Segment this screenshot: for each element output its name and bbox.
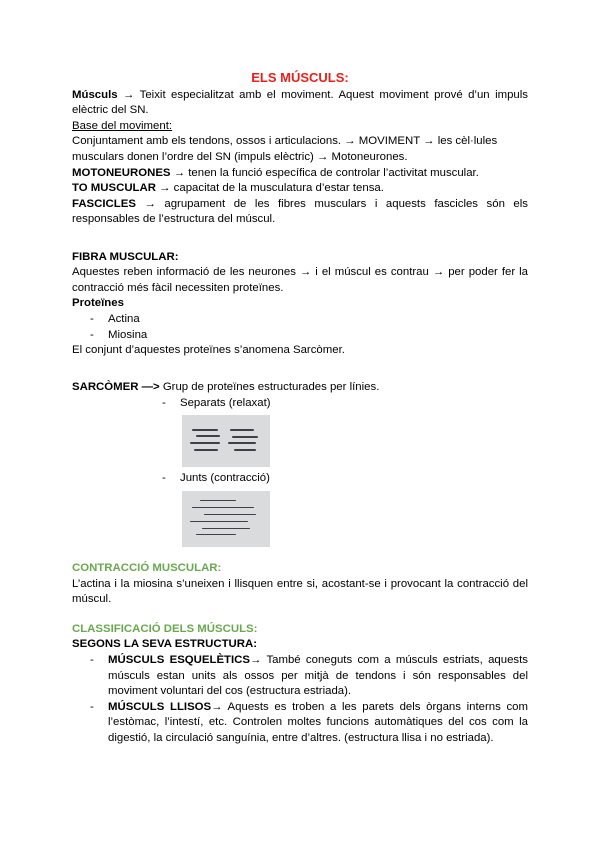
base-moviment-heading: Base del moviment: <box>72 119 173 132</box>
sarcomer-contracted-photo <box>182 491 270 547</box>
sarcomer-text: Grup de proteïnes estructurades per línies. <box>159 381 380 394</box>
contraccio-text: L’actina i la miosina s’uneixen i llisquen entre si, acostant-se i provocant la contracció del múscul. <box>72 577 528 606</box>
sarcomer-states-relaxed <box>72 396 528 412</box>
motoneurones-term: MOTONEURONES <box>72 166 171 179</box>
to-muscular-text: → capacitat de la musculatura d’estar tensa. <box>155 182 384 195</box>
document-page <box>72 70 528 747</box>
classificacio-heading: CLASSIFICACIÓ DELS MÚSCULS: <box>72 622 258 635</box>
musculs-text: → Teixit especialitzat amb el moviment. Aquest moviment prové d’un impuls elèctric del SN. <box>72 88 528 117</box>
sarcomer-conjunt-text: El conjunt d’aquestes proteïnes s’anomena Sarcòmer. <box>72 344 345 357</box>
list-item <box>72 700 528 747</box>
fascicles-term: FASCICLES <box>72 197 136 210</box>
document-title: ELS MÚSCULS: <box>251 70 349 85</box>
to-muscular-definition <box>72 181 528 197</box>
classificacio-list <box>72 653 528 747</box>
sarcomer-term: SARCÒMER —> <box>72 381 160 394</box>
sarcomer-relaxed-photo <box>182 415 270 467</box>
estructura-subheading: SEGONS LA SEVA ESTRUCTURA: <box>72 638 258 651</box>
sarcomer-definition <box>72 380 528 396</box>
esqueletics-text: → També coneguts com a músculs estriats, aquests músculs estan units als ossos per mitjà de tendons i són responsables del moviment voluntari del cos (estructura estriada). <box>108 654 528 698</box>
sarcomer-states-contracted <box>72 471 528 487</box>
list-item: - Junts (contracció) <box>72 471 528 487</box>
fascicles-definition <box>72 197 528 228</box>
base-moviment-text: Conjuntament amb els tendons, ossos i articulacions. → MOVIMENT → les cèl·lules musculars donen l’ordre del SN (impuls elèctric) → Motoneurones. <box>72 135 498 163</box>
esqueletics-term: MÚSCULS ESQUELÈTICS <box>108 654 250 667</box>
list-item <box>72 653 528 700</box>
fibra-muscular-heading: FIBRA MUSCULAR: <box>72 250 179 263</box>
list-item: - Miosina <box>72 328 528 344</box>
list-item: - Separats (relaxat) <box>72 396 528 412</box>
musculs-definition <box>72 88 528 119</box>
contraccio-heading: CONTRACCIÓ MUSCULAR: <box>72 562 222 575</box>
llisos-text: → Aquests es troben a les parets dels òrgans interns com l’estòmac, l’intestí, etc. Controlen moltes funcions automàtiques del cos com la digestió, la circulació sanguínia, entre d’altres. (estructura llisa i no estriada). <box>108 700 528 744</box>
fibra-muscular-text: Aquestes reben informació de les neurones → i el múscul es contrau → per poder fer la contracció més fàcil necessiten proteïnes. <box>72 266 528 294</box>
llisos-term: MÚSCULS LLISOS <box>108 700 212 713</box>
to-muscular-term: TO MUSCULAR <box>72 182 156 195</box>
musculs-term: Músculs <box>72 88 118 101</box>
proteines-heading: Proteïnes <box>72 297 124 310</box>
motoneurones-text: → tenen la funció específica de controlar l’activitat muscular. <box>170 166 479 179</box>
proteines-list <box>72 312 528 343</box>
motoneurones-definition <box>72 166 528 182</box>
fascicles-text: → agrupament de les fibres musculars i aquests fascicles són els responsables de l’estructura del múscul. <box>72 197 528 226</box>
list-item: - Actina <box>72 312 528 328</box>
